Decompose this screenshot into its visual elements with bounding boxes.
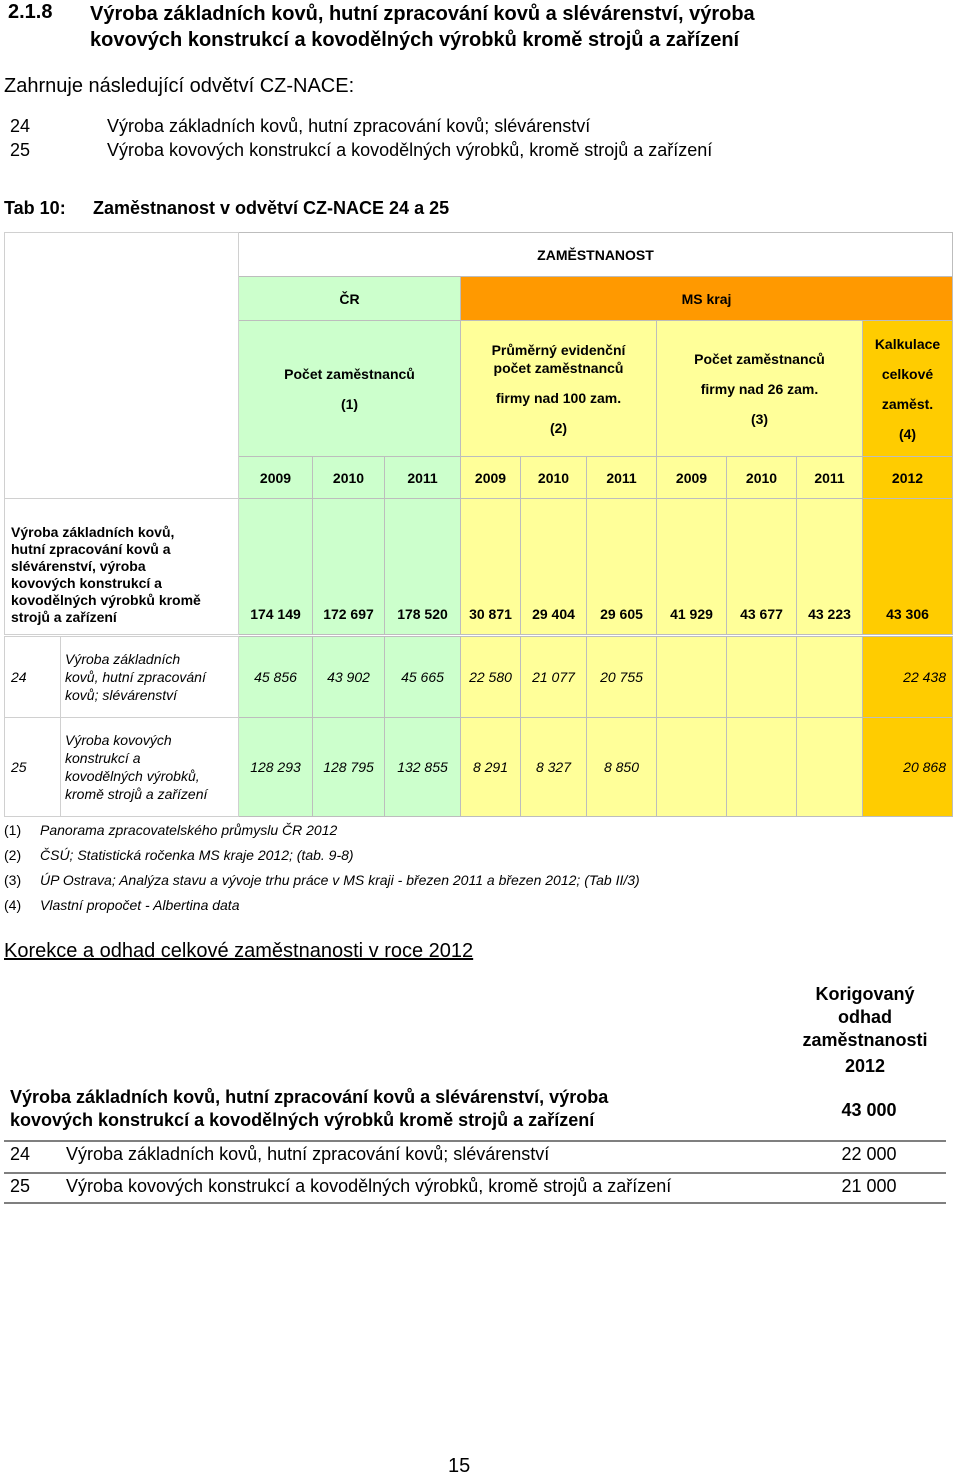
header-col3 [657,321,863,457]
correction-header-line: Korigovaný [815,984,915,1004]
row-value [727,637,797,718]
correction-header-line: zaměstnanosti [802,1030,928,1050]
correction-col-header [790,983,940,1052]
intro-text: Zahrnuje následující odvětví CZ-NACE: [4,75,355,97]
footnote-num: (4) [4,897,22,913]
total-value: 30 871 [461,499,521,635]
table-label: Tab 10: [4,198,66,218]
col4-line1: Kalkulace [874,335,941,352]
header-blank [5,233,239,499]
correction-total-value: 43 000 [841,1100,897,1120]
year-cell: 2011 [797,457,863,499]
row-name-line: kromě strojů a zařízení [65,786,208,802]
row-name-line: kovů, hutní zpracování [65,669,206,685]
total-value: 172 697 [313,499,385,635]
total-value: 178 520 [385,499,461,635]
section-title-line2: kovových konstrukcí a kovodělných výrobků kromě strojů a zařízení [90,29,740,51]
row-name-line: Výroba kovových [65,732,172,748]
row-value: 8 850 [587,718,657,817]
footnote-num: (1) [4,822,22,838]
total-label-line: kovových konstrukcí a [11,575,162,591]
table-title: Zaměstnanost v odvětví CZ-NACE 24 a 25 [93,198,450,218]
col1-line1: Počet zaměstnanců [284,365,415,382]
total-label-line: slévárenství, výroba [11,558,146,574]
total-value: 43 677 [727,499,797,635]
footnote [4,893,640,918]
nace-code-24: 24 [10,116,31,136]
total-label-line: strojů a zařízení [11,609,117,625]
footnotes [4,818,640,918]
correction-total-label [10,1086,750,1132]
section-title [90,1,950,53]
correction-row-code: 25 [10,1176,31,1196]
year-cell: 2009 [239,457,313,499]
employment-table [4,232,953,635]
correction-row-value: 21 000 [841,1176,897,1196]
year-cell: 2011 [587,457,657,499]
year-cell: 2009 [657,457,727,499]
row-name [61,637,239,718]
correction-total-label-line: kovových konstrukcí a kovodělných výrobků kromě strojů a zařízení [10,1110,595,1130]
table-row [5,718,953,817]
footnote-text: Vlastní propočet - Albertina data [40,897,240,913]
correction-total-label-line: Výroba základních kovů, hutní zpracování kovů a slévárenství, výroba [10,1087,609,1107]
footnote-num: (3) [4,872,22,888]
row-value: 128 293 [239,718,313,817]
col3-line1: Počet zaměstnanců [694,350,825,367]
total-value: 174 149 [239,499,313,635]
footnote-text: Panorama zpracovatelského průmyslu ČR 2012 [40,822,338,838]
row-code: 25 [5,718,61,817]
row-value: 8 327 [521,718,587,817]
total-label-line: hutní zpracování kovů a [11,541,171,557]
row-value: 20 868 [863,718,953,817]
total-value: 43 223 [797,499,863,635]
col2-line1: Průměrný evidenční [491,341,626,358]
row-name-line: konstrukcí a [65,750,141,766]
year-cell: 2010 [521,457,587,499]
correction-col-year: 2012 [844,1056,886,1076]
col2-note: (2) [549,419,568,436]
table-row [5,637,953,718]
year-cell: 2009 [461,457,521,499]
section-number: 2.1.8 [8,1,53,23]
correction-row [4,1174,946,1204]
total-value: 29 404 [521,499,587,635]
correction-header-line: odhad [838,1007,892,1027]
col1-note: (1) [340,395,359,412]
row-value: 128 795 [313,718,385,817]
row-value [657,718,727,817]
row-code: 24 [5,637,61,718]
correction-row-name: Výroba kovových konstrukcí a kovodělných výrobků, kromě strojů a zařízení [66,1176,672,1196]
col4-line2: celkové [881,365,934,382]
row-name-line: kovodělných výrobků, [65,768,200,784]
year-cell: 2012 [863,457,953,499]
correction-title: Korekce a odhad celkové zaměstnanosti v roce 2012 [4,940,474,962]
section-title-line1: Výroba základních kovů, hutní zpracování kovů a slévárenství, výroba [90,3,755,25]
header-cr: ČR [239,277,461,321]
total-label-line: Výroba základních kovů, [11,524,175,540]
row-value: 45 665 [385,637,461,718]
footnote [4,843,640,868]
year-cell: 2010 [313,457,385,499]
footnote-num: (2) [4,847,22,863]
total-value: 29 605 [587,499,657,635]
correction-row-total [4,1086,946,1142]
row-value [797,718,863,817]
correction-row [4,1142,946,1174]
total-row-label [5,499,239,635]
header-ms-kraj: MS kraj [461,277,953,321]
employment-subtable [4,636,953,817]
row-value: 22 580 [461,637,521,718]
row-value: 8 291 [461,718,521,817]
row-name-line: kovů; slévárenství [65,687,178,703]
nace-name-25: Výroba kovových konstrukcí a kovodělných výrobků, kromě strojů a zařízení [107,140,713,160]
col3-line2: firmy nad 26 zam. [700,380,819,397]
correction-row-code: 24 [10,1144,31,1164]
row-name [61,718,239,817]
table-row-total [5,499,953,635]
col2-line3: firmy nad 100 zam. [495,389,622,406]
row-name-line: Výroba základních [65,651,181,667]
row-value [797,637,863,718]
correction-row-value: 22 000 [841,1144,897,1164]
row-value: 20 755 [587,637,657,718]
footnote [4,818,640,843]
row-value [657,637,727,718]
row-value: 45 856 [239,637,313,718]
row-value: 21 077 [521,637,587,718]
total-value: 43 306 [863,499,953,635]
page-number: 15 [448,1455,471,1477]
col2-line2: počet zaměstnanců [493,359,624,376]
row-value [727,718,797,817]
total-value: 41 929 [657,499,727,635]
row-value: 43 902 [313,637,385,718]
col4-line3: zaměst. [881,395,934,412]
correction-row-name: Výroba základních kovů, hutní zpracování kovů; slévárenství [66,1144,550,1164]
col4-note: (4) [898,425,917,442]
nace-name-24: Výroba základních kovů, hutní zpracování kovů; slévárenství [107,116,591,136]
total-label-line: kovodělných výrobků kromě [11,592,201,608]
header-zamestnanost: ZAMĚSTNANOST [239,233,953,277]
year-cell: 2011 [385,457,461,499]
row-value: 132 855 [385,718,461,817]
footnote-text: ÚP Ostrava; Analýza stavu a vývoje trhu práce v MS kraji - březen 2011 a březen 2012; (Tab II/3) [40,872,640,888]
col3-note: (3) [750,410,769,427]
header-col1 [239,321,461,457]
header-col4 [863,321,953,457]
footnote [4,868,640,893]
nace-code-25: 25 [10,140,31,160]
row-value: 22 438 [863,637,953,718]
header-col2 [461,321,657,457]
year-cell: 2010 [727,457,797,499]
footnote-text: ČSÚ; Statistická ročenka MS kraje 2012; (tab. 9-8) [40,847,354,863]
